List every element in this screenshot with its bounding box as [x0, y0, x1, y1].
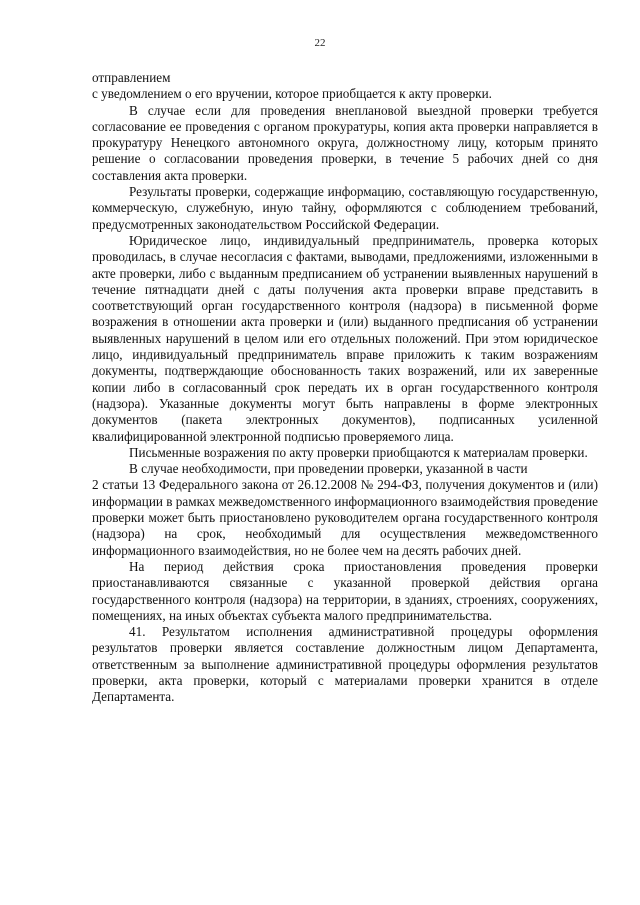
paragraph-objections: Юридическое лицо, индивидуальный предприниматель, проверка которых проводилась, в случае несогласия с фактами, выводами, предложениями, изложенными в акте проверки, либо с выданным предписанием об устранении выявленных нарушений в течение пятнадцати дней с даты получения акта проверки вправе представить в соответствующий орган государственного контроля (надзора) в письменной форме возражения в отношении акта проверки и (или) выданного предписания об устранении выявленных нарушений в целом или его отдельных положений. При этом юридическое лицо, индивидуальный предприниматель вправе приложить к таким возражениям документы, подтверждающие обоснованность таких возражений, или их заверенные копии либо в согласованный срок передать их в орган государственного контроля (надзора). Указанные документы могут быть направлены в форме электронных документов (пакета электронных документов), подписанных усиленной квалифицированной электронной подписью проверяемого лица. — [92, 232, 598, 444]
paragraph-line: В случае необходимости, при проведении проверки, указанной в части — [129, 461, 528, 477]
paragraph-suspension: 2 статьи 13 Федерального закона от 26.12.2008 № 294-ФЗ, получения документов и (или) информации в рамках межведомственного информационного взаимодействия проведение проверки может быть приостановлено руководителем органа государственного контроля (надзора) на срок, необходимый для осуществления межведомственного информационного взаимодействия, но не более чем на десять рабочих дней. — [92, 477, 598, 558]
paragraph-sending — [92, 70, 598, 103]
paragraph-necessity — [92, 461, 598, 477]
paragraph-secret-information: Результаты проверки, содержащие информацию, составляющую государственную, коммерческую, служебную, иную тайну, оформляются с соблюдением требований, предусмотренных законодательством Российской Федерации. — [92, 184, 598, 232]
paragraph-line: с уведомлением о его вручении, которое приобщается к акту проверки. — [92, 86, 492, 102]
paragraph-item-41: 41. Результатом исполнения административной процедуры оформления результатов проверки является составление должностным лицом Департамента, ответственным за выполнение административной процедуры оформления результатов проверки, акта проверки, который с материалами проверки хранится в отделе Департамента. — [92, 624, 598, 705]
document-body — [92, 70, 598, 706]
paragraph-prosecutor-approval: В случае если для проведения внеплановой выездной проверки требуется согласование ее проведения с органом прокуратуры, копия акта проверки направляется в прокуратуру Ненецкого автономного округа, должностному лицу, которым принято решение о согласовании проведения проверки, в течение 5 рабочих дней со дня составления акта проверки. — [92, 102, 598, 183]
page-number: 22 — [314, 37, 326, 49]
paragraph-suspension-period: На период действия срока приостановления проведения проверки приостанавливаются связанные с указанной проверкой действия органа государственного контроля (надзора) на территории, в зданиях, строениях, сооружениях, помещениях, на иных объектах субъекта малого предпринимательства. — [92, 558, 598, 623]
paragraph-written-objections: Письменные возражения по акту проверки приобщаются к материалам проверки. — [129, 444, 588, 460]
paragraph-line: отправлением — [92, 70, 171, 85]
